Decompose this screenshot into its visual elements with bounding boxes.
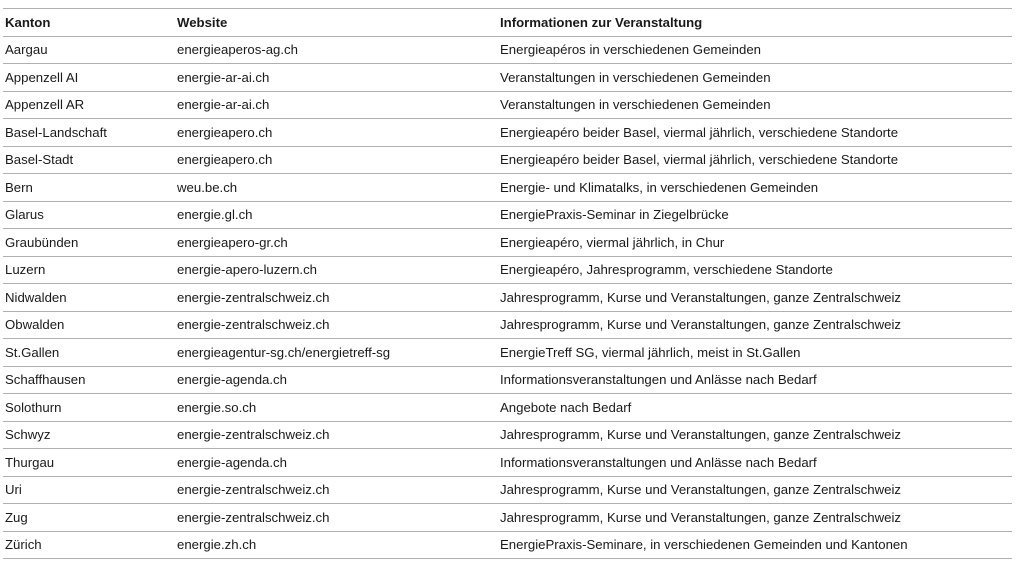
header-website: Website: [175, 9, 498, 37]
kanton-cell: Zürich: [3, 531, 175, 559]
table-row: [3, 64, 1012, 92]
info-cell: Energieapéro, Jahresprogramm, verschiedene Standorte: [498, 256, 1012, 284]
table-header: [3, 9, 1012, 37]
info-cell: Veranstaltungen in verschiedenen Gemeinden: [498, 91, 1012, 119]
website-cell: energie.so.ch: [175, 394, 498, 422]
info-cell: Jahresprogramm, Kurse und Veranstaltungen, ganze Zentralschweiz: [498, 284, 1012, 312]
header-kanton: Kanton: [3, 9, 175, 37]
info-cell: EnergieTreff SG, viermal jährlich, meist in St.Gallen: [498, 339, 1012, 367]
kanton-cell: Obwalden: [3, 311, 175, 339]
table-row: [3, 201, 1012, 229]
info-cell: Jahresprogramm, Kurse und Veranstaltungen, ganze Zentralschweiz: [498, 421, 1012, 449]
website-cell: energie-ar-ai.ch: [175, 91, 498, 119]
events-table: [3, 8, 1012, 559]
website-cell: energie-zentralschweiz.ch: [175, 284, 498, 312]
website-cell: energie-zentralschweiz.ch: [175, 476, 498, 504]
kanton-cell: Thurgau: [3, 449, 175, 477]
info-cell: Energieapéro beider Basel, viermal jährlich, verschiedene Standorte: [498, 146, 1012, 174]
table-row: [3, 256, 1012, 284]
info-cell: Jahresprogramm, Kurse und Veranstaltungen, ganze Zentralschweiz: [498, 476, 1012, 504]
kanton-cell: Bern: [3, 174, 175, 202]
table-row: [3, 394, 1012, 422]
website-cell: energie-agenda.ch: [175, 449, 498, 477]
website-cell: energie-zentralschweiz.ch: [175, 311, 498, 339]
table-row: [3, 476, 1012, 504]
table-row: [3, 146, 1012, 174]
kanton-cell: Nidwalden: [3, 284, 175, 312]
info-cell: Jahresprogramm, Kurse und Veranstaltungen, ganze Zentralschweiz: [498, 504, 1012, 532]
kanton-cell: Uri: [3, 476, 175, 504]
kanton-cell: Aargau: [3, 36, 175, 64]
info-cell: Angebote nach Bedarf: [498, 394, 1012, 422]
kanton-cell: Schaffhausen: [3, 366, 175, 394]
table-row: [3, 229, 1012, 257]
table-row: [3, 174, 1012, 202]
website-cell: energieapero.ch: [175, 119, 498, 147]
table-row: [3, 421, 1012, 449]
info-cell: Energieapéro beider Basel, viermal jährlich, verschiedene Standorte: [498, 119, 1012, 147]
website-cell: energieapero.ch: [175, 146, 498, 174]
website-cell: energie-apero-luzern.ch: [175, 256, 498, 284]
info-cell: Energieapéro, viermal jährlich, in Chur: [498, 229, 1012, 257]
kanton-cell: Solothurn: [3, 394, 175, 422]
website-cell: weu.be.ch: [175, 174, 498, 202]
info-cell: Veranstaltungen in verschiedenen Gemeinden: [498, 64, 1012, 92]
table-row: [3, 531, 1012, 559]
kanton-cell: Zug: [3, 504, 175, 532]
website-cell: energie.gl.ch: [175, 201, 498, 229]
kanton-cell: Appenzell AI: [3, 64, 175, 92]
info-cell: EnergiePraxis-Seminare, in verschiedenen Gemeinden und Kantonen: [498, 531, 1012, 559]
header-info: Informationen zur Veranstaltung: [498, 9, 1012, 37]
info-cell: Jahresprogramm, Kurse und Veranstaltungen, ganze Zentralschweiz: [498, 311, 1012, 339]
kanton-cell: Appenzell AR: [3, 91, 175, 119]
website-cell: energieaperos-ag.ch: [175, 36, 498, 64]
table-row: [3, 449, 1012, 477]
table-row: [3, 91, 1012, 119]
info-cell: Informationsveranstaltungen und Anlässe nach Bedarf: [498, 449, 1012, 477]
table-row: [3, 284, 1012, 312]
website-cell: energie-zentralschweiz.ch: [175, 504, 498, 532]
kanton-cell: Basel-Stadt: [3, 146, 175, 174]
kanton-cell: Schwyz: [3, 421, 175, 449]
website-cell: energieapero-gr.ch: [175, 229, 498, 257]
table-row: [3, 119, 1012, 147]
header-row: [3, 9, 1012, 37]
info-cell: EnergiePraxis-Seminar in Ziegelbrücke: [498, 201, 1012, 229]
info-cell: Energieapéros in verschiedenen Gemeinden: [498, 36, 1012, 64]
kanton-cell: Glarus: [3, 201, 175, 229]
website-cell: energie-zentralschweiz.ch: [175, 421, 498, 449]
table-row: [3, 339, 1012, 367]
website-cell: energie-agenda.ch: [175, 366, 498, 394]
kanton-cell: St.Gallen: [3, 339, 175, 367]
website-cell: energie.zh.ch: [175, 531, 498, 559]
info-cell: Informationsveranstaltungen und Anlässe nach Bedarf: [498, 366, 1012, 394]
table-row: [3, 36, 1012, 64]
website-cell: energie-ar-ai.ch: [175, 64, 498, 92]
table-row: [3, 366, 1012, 394]
kanton-cell: Graubünden: [3, 229, 175, 257]
info-cell: Energie- und Klimatalks, in verschiedenen Gemeinden: [498, 174, 1012, 202]
kanton-cell: Basel-Landschaft: [3, 119, 175, 147]
table-row: [3, 311, 1012, 339]
website-cell: energieagentur-sg.ch/energietreff-sg: [175, 339, 498, 367]
table-body: [3, 36, 1012, 559]
kanton-cell: Luzern: [3, 256, 175, 284]
table-row: [3, 504, 1012, 532]
